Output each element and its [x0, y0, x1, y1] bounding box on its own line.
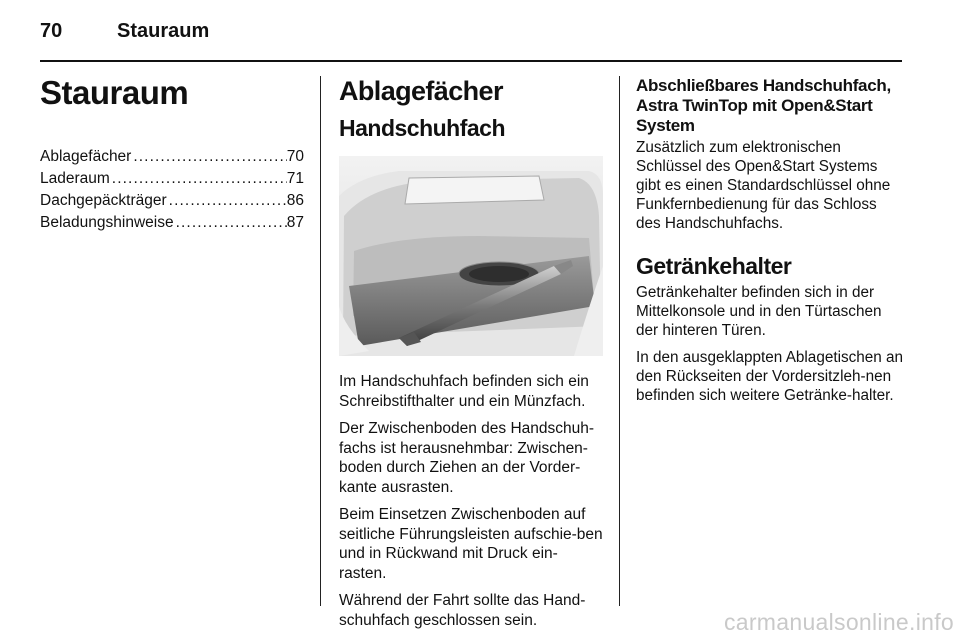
toc-item[interactable] — [40, 212, 304, 234]
subsection-heading: Getränkehalter — [636, 253, 792, 279]
toc-leader — [110, 168, 287, 190]
paragraph: Beim Einsetzen Zwischenboden auf seitliche Führungsleisten aufschie-ben und in Rückwand mit Druck ein-rasten. — [339, 506, 603, 582]
toc-label: Beladungshinweise — [40, 214, 174, 231]
page-number: 70 — [40, 20, 63, 42]
toc-label: Laderaum — [40, 170, 110, 187]
toc-page: 70 — [286, 148, 304, 165]
toc-label: Ablagefächer — [40, 148, 132, 165]
toc-leader — [174, 212, 287, 234]
paragraph: Im Handschuhfach befinden sich ein Schreibstifthalter und ein Münzfach. — [339, 373, 589, 410]
glovebox-illustration — [339, 156, 603, 356]
table-of-contents — [40, 146, 304, 234]
column-divider — [619, 76, 620, 606]
paragraph: Getränkehalter befinden sich in der Mittelkonsole und in den Türtaschen der hinteren Türen. — [636, 284, 882, 339]
paragraph: Während der Fahrt sollte das Hand-schuhfach geschlossen sein. — [339, 592, 586, 629]
paragraph: Zusätzlich zum elektronischen Schlüssel des Open&Start Systems gibt es einen Standardschlüssel ohne Funkfernbedienung für das Schloss des Handschuhfachs. — [636, 139, 891, 232]
column-divider — [320, 76, 321, 606]
toc-item[interactable] — [40, 190, 304, 212]
watermark: carmanualsonline.info — [723, 609, 954, 635]
left-column — [40, 76, 304, 234]
toc-page: 87 — [286, 214, 304, 231]
toc-label: Dachgepäckträger — [40, 192, 167, 209]
subsection-heading: Handschuhfach — [339, 115, 506, 141]
toc-page: 71 — [286, 170, 304, 187]
middle-column — [339, 76, 604, 638]
toc-page: 86 — [286, 192, 304, 209]
toc-leader — [131, 146, 286, 168]
toc-leader — [167, 190, 287, 212]
right-column — [636, 76, 904, 413]
section-heading: Ablagefächer — [339, 76, 503, 106]
header-rule — [40, 60, 902, 62]
paragraph: In den ausgeklappten Ablagetischen an den Rückseiten der Vordersitzleh-nen befinden sich weitere Getränke-halter. — [636, 349, 904, 404]
toc-item[interactable] — [40, 168, 304, 190]
chapter-title: Stauraum — [40, 74, 189, 111]
section-heading: Abschließbares Handschuhfach, Astra TwinTop mit Open&Start System — [636, 76, 891, 135]
running-title: Stauraum — [117, 20, 210, 42]
toc-item[interactable] — [40, 146, 304, 168]
paragraph: Der Zwischenboden des Handschuh-fachs ist herausnehmbar: Zwischen-boden durch Ziehen an der Vorder-kante ausrasten. — [339, 420, 595, 496]
